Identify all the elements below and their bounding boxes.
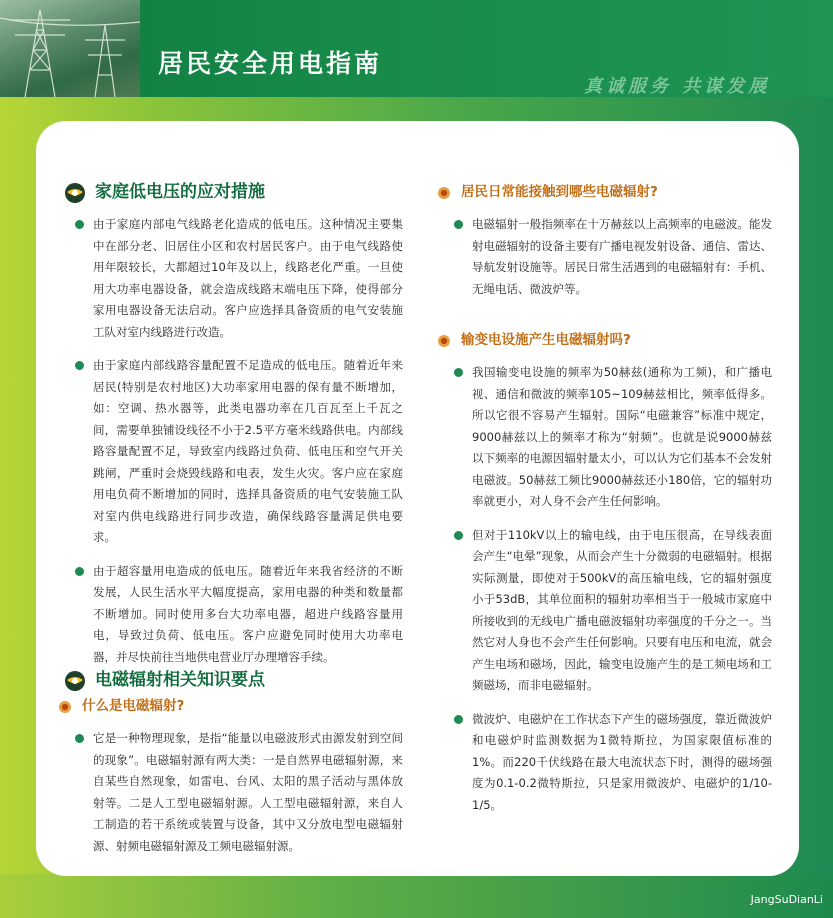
list-item: 它是一种物理现象，是指“能量以电磁波形式由源发射到空间的现象”。电磁辐射源有两大类：一是自然界电磁辐射源，来自某些自然现象，如雷电、台风、太阳的黑子活动与黑体放射等。二是人工型电磁辐射源。人工型电磁辐射源，来自人工制造的若干系统或装置与设备，其中又分放电型电磁辐射源、射频电磁辐射源及工频电磁辐射源。 (58, 728, 403, 857)
globe-icon (64, 670, 86, 692)
list-item: 电磁辐射一般指频率在十万赫兹以上高频率的电磁波。能发射电磁辐射的设备主要有广播电视发射设备、通信、雷达、导航发射设施等。居民日常生活遇到的电磁辐射有：手机、无绳电话、微波炉等。 (437, 214, 772, 300)
slogan: 真诚服务 共谋发展 (584, 76, 771, 97)
left-column (58, 180, 403, 857)
list-item: 我国输变电设施的频率为50赫兹(通称为工频)，和广播电视、通信和微波的频率105~109赫兹相比，频率低得多。所以它很不容易产生辐射。国际“电磁兼容”标准中规定，9000赫兹以上的频率才称为“射频”。也就是说9000赫兹以下频率的电源因辐射量太小，可以认为它们基本不会发射电磁波。50赫兹工频比9000赫兹还小180倍，它的辐射功率就更小，对人身不会产生任何影响。 (437, 362, 772, 513)
sub-heading-text: 什么是电磁辐射? (82, 698, 185, 715)
orange-dot-icon (437, 334, 451, 348)
globe-icon (64, 182, 86, 204)
bottom-band (0, 874, 833, 918)
sub-heading-what-is-radiation (58, 694, 403, 720)
credit-text: JangSuDianLi (750, 893, 823, 906)
section-heading-text: 家庭低电压的应对措施 (95, 182, 265, 203)
sub-heading-daily-exposure (437, 180, 772, 206)
section-heading-text: 电磁辐射相关知识要点 (95, 670, 265, 691)
sub-heading-transmission-facilities (437, 328, 772, 354)
section-heading-low-voltage (58, 180, 403, 206)
list-item: 由于家庭内部线路容量配置不足造成的低电压。随着近年来居民(特别是农村地区)大功率家用电器的保有量不断增加，如：空调、热水器等，此类电器功率在几百瓦至上千瓦之间，需要单独铺设线径不小于2.5平方毫米线路供电。内部线路容量配置不足，导致室内线路过负荷、低电压和空气开关跳闸，严重时会烧毁线路和电表，发生火灾。客户应在家庭用电负荷不断增加的同时，选择具备资质的电气安装施工队对室内供电线路进行同步改造，确保线路容量满足供电要求。 (58, 355, 403, 549)
bullet-dot (75, 361, 84, 370)
bullet-dot (454, 368, 463, 377)
list-item: 但对于110kV以上的输电线，由于电压很高，在导线表面会产生“电晕”现象，从而会产生十分微弱的电磁辐射。根据实际测量，即使对于500kV的高压输电线，它的辐射强度小于53dB，其单位面积的辐射功率相当于一般城市家庭中所接收到的无线电广播电磁波辐射功率强度的千分之一。当然它对人身也不会产生任何影响。只要有电压和电流，就会产生电场和磁场，因此，输变电设施产生的是工频电场和工频磁场，而非电磁辐射。 (437, 525, 772, 697)
sub-heading-text: 居民日常能接触到哪些电磁辐射? (461, 184, 658, 201)
list-item: 由于超容量用电造成的低电压。随着近年来我省经济的不断发展，人民生活水平大幅度提高，家用电器的种类和数量都不断增加。同时使用多台大功率电器，超进户线路容量用电，导致过负荷、低电压。客户应避免同时使用大功率电器，并尽快前往当地供电营业厅办理增容手续。 (58, 561, 403, 669)
bullet-dot (454, 220, 463, 229)
power-tower-photo (0, 0, 140, 97)
section-heading-em-radiation (58, 668, 403, 694)
orange-dot-icon (58, 700, 72, 714)
bullet-dot (454, 715, 463, 724)
right-column (437, 180, 772, 816)
page-title: 居民安全用电指南 (158, 49, 383, 78)
bullet-dot (75, 734, 84, 743)
bullet-dot (454, 531, 463, 540)
list-item: 由于家庭内部电气线路老化造成的低电压。这种情况主要集中在部分老、旧居住小区和农村居民客户。由于电气线路使用年限较长，大都超过10年及以上，线路老化严重。一旦使用大功率电器设备，就会造成线路末端电压下降，使得部分家用电器设备无法启动。客户应选择具备资质的电气安装施工队对室内线路进行改造。 (58, 214, 403, 343)
list-item: 微波炉、电磁炉在工作状态下产生的磁场强度，靠近微波炉和电磁炉时监测数据为1微特斯拉，为国家限值标准的1%。而220千伏线路在最大电流状态下时，测得的磁场强度为0.1-0.2微特斯拉，只是家用微波炉、电磁炉的1/10-1/5。 (437, 709, 772, 817)
orange-dot-icon (437, 186, 451, 200)
bullet-dot (75, 220, 84, 229)
sub-heading-text: 输变电设施产生电磁辐射吗? (461, 332, 631, 349)
bullet-dot (75, 567, 84, 576)
